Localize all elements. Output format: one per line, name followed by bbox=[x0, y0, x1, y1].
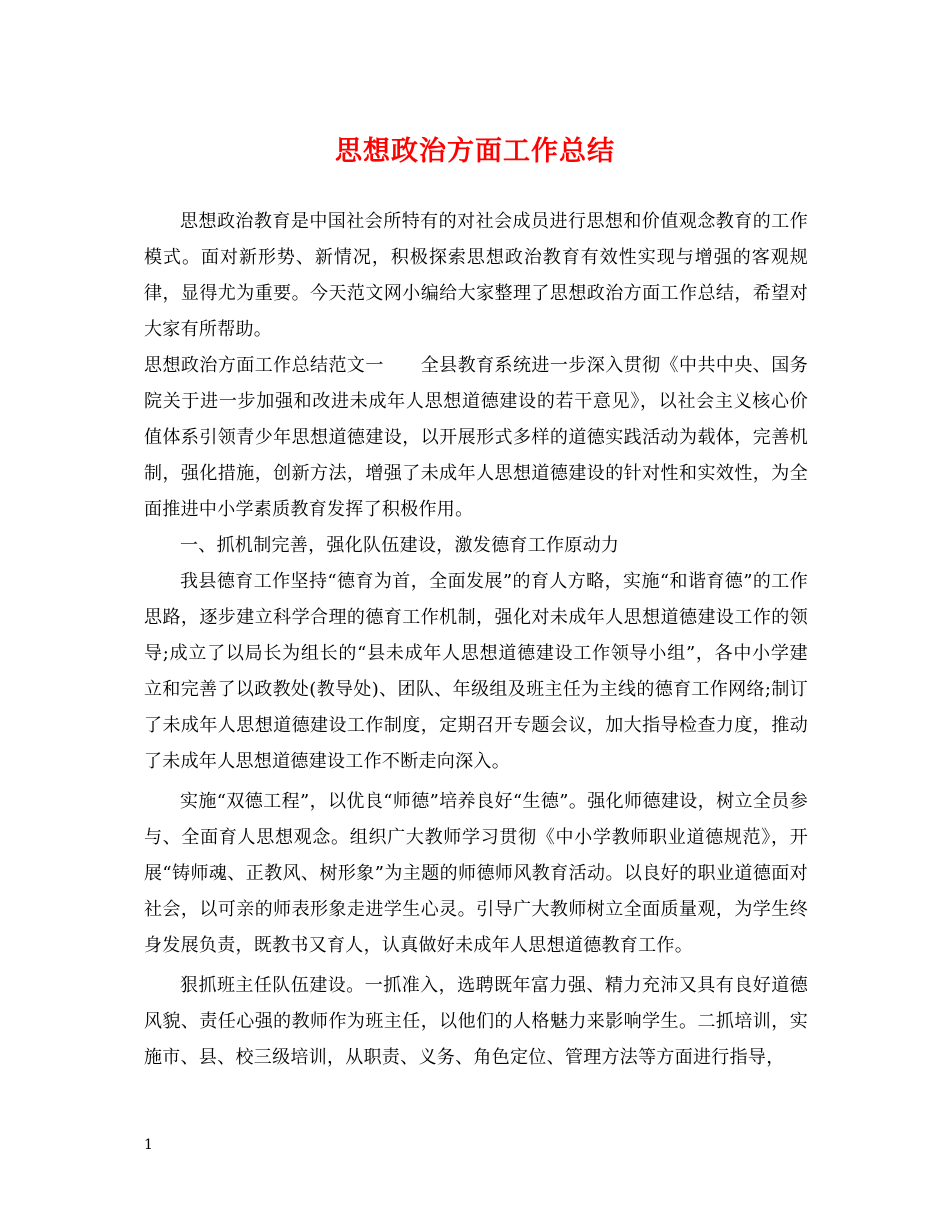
head-teacher-paragraph: 狠抓班主任队伍建设。一抓准入，选聘既年富力强、精力充沛又具有良好道德风貌、责任心强的教师作为班主任，以他们的人格魅力来影响学生。二抓培训，实施市、县、校三级培训，从职责、义务、角色定位、管理方法等方面进行指导， bbox=[144, 975, 808, 1068]
sample-heading-paragraph: 思想政治方面工作总结范文一 全县教育系统进一步深入贯彻《中共中央、国务院关于进一步加强和改进未成年人思想道德建设的若干意见》，以社会主义核心价值体系引领青少年思想道德建设，以开展形式多样的道德实践活动为载体，完善机制，强化措施，创新方法，增强了未成年人思想道德建设的针对性和实效性，为全面推进中小学素质教育发挥了积极作用。 bbox=[144, 355, 808, 520]
section-heading: 一、抓机制完善，强化队伍建设，激发德育工作原动力 bbox=[180, 535, 620, 556]
page-number: 1 bbox=[144, 1137, 153, 1153]
document-body bbox=[144, 204, 808, 1076]
document-title: 思想政治方面工作总结 bbox=[335, 136, 615, 167]
intro-paragraph: 思想政治教育是中国社会所特有的对社会成员进行思想和价值观念教育的工作模式。面对新形势、新情况，积极探索思想政治教育有效性实现与增强的客观规律，显得尤为重要。今天范文网小编给大家整理了思想政治方面工作总结，希望对大家有所帮助。 bbox=[144, 211, 808, 340]
mechanism-paragraph: 我县德育工作坚持“德育为首，全面发展”的育人方略，实施“和谐育德”的工作思路，逐步建立科学合理的德育工作机制，强化对未成年人思想道德建设工作的领导;成立了以局长为组长的“县未成年人思想道德建设工作领导小组”，各中小学建立和完善了以政教处(教导处)、团队、年级组及班主任为主线的德育工作网络;制订了未成年人思想道德建设工作制度，定期召开专题会议，加大指导检查力度，推动了未成年人思想道德建设工作不断走向深入。 bbox=[144, 571, 808, 772]
teacher-ethics-paragraph: 实施“双德工程”，以优良“师德”培养良好“生德”。强化师德建设，树立全员参与、全面育人思想观念。组织广大教师学习贯彻《中小学教师职业道德规范》，开展“铸师魂、正教风、树形象”为主题的师德师风教育活动。以良好的职业道德面对社会，以可亲的师表形象走进学生心灵。引导广大教师树立全面质量观，为学生终身发展负责，既教书又育人，认真做好未成年人思想道德教育工作。 bbox=[144, 791, 808, 956]
